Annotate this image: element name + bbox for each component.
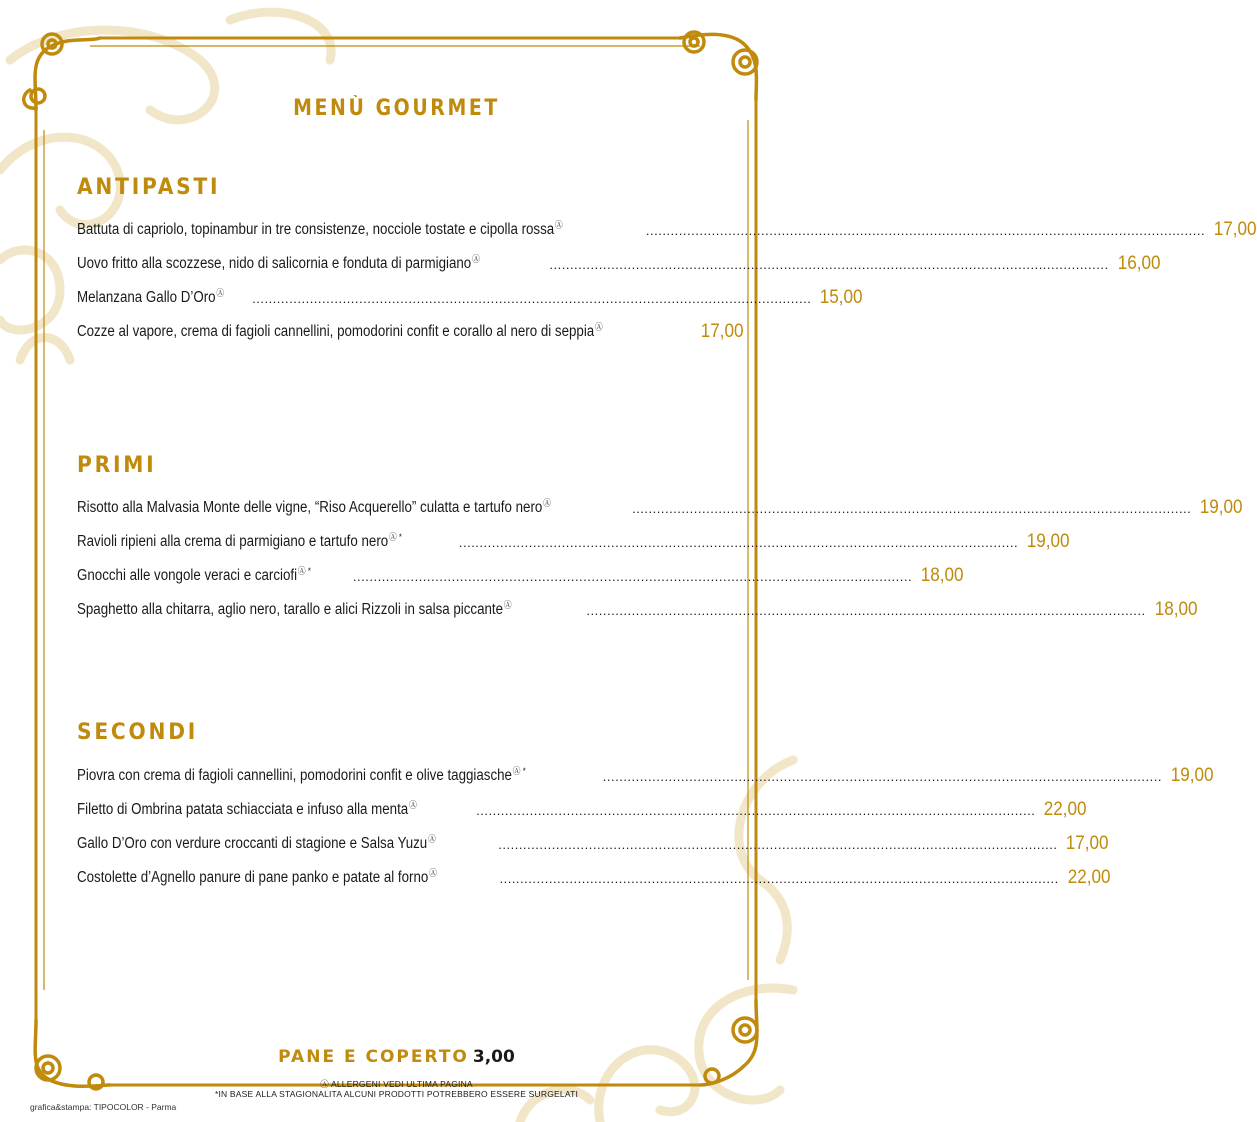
dot-leader: ........................................................................................................................................ [586, 603, 1146, 618]
menu-item [77, 486, 1243, 520]
item-price: 17,00 [1066, 833, 1110, 854]
item-name: Costolette d’Agnello panure di pane panko e patate al fornoⒶ [77, 867, 437, 886]
cover-charge-label: PANE E COPERTO [278, 1047, 469, 1067]
menu-item [77, 754, 1214, 788]
section-title-antipasti: ANTIPASTI [77, 175, 221, 200]
item-name: Ravioli ripieni alla crema di parmigiano e tartufo neroⒶ * [77, 531, 402, 550]
item-name: Gallo D’Oro con verdure croccanti di stagione e Salsa YuzuⒶ [77, 833, 436, 852]
item-price: 18,00 [1154, 599, 1198, 620]
dot-leader: ........................................................................................................................................ [252, 291, 812, 306]
corner-swirl-ornament-bottom-right [700, 1000, 757, 1085]
item-name: Melanzana Gallo D’OroⒶ [77, 287, 225, 306]
item-price: 15,00 [820, 287, 863, 308]
allergen-a-circle-icon: Ⓐ [555, 219, 563, 230]
item-price: 18,00 [920, 565, 964, 586]
menu-item [77, 520, 1070, 554]
allergen-a-circle-icon: Ⓐ [429, 867, 437, 878]
dot-leader: ........................................................................................................................................ [458, 535, 1019, 550]
section-items-primi [77, 486, 1243, 622]
menu-item [77, 208, 1257, 242]
menu-item [77, 310, 744, 344]
section-title-primi: PRIMI [77, 453, 157, 478]
allergen-a-circle-icon: Ⓐ [543, 497, 551, 508]
section-items-secondi [77, 754, 1214, 890]
menu-item [77, 554, 964, 588]
item-price: 22,00 [1067, 867, 1111, 888]
item-price: 22,00 [1044, 799, 1087, 820]
item-name: Filetto di Ombrina patata schiacciata e infuso alla mentaⒶ [77, 799, 417, 818]
allergen-a-circle-icon: Ⓐ [503, 599, 512, 610]
item-name: Gnocchi alle vongole veraci e carciofiⒶ * [77, 565, 311, 584]
item-price: 17,00 [1213, 219, 1257, 240]
print-credit: grafica&stampa: TIPOCOLOR - Parma [30, 1102, 177, 1112]
dot-leader: ........................................................................................................................................ [632, 501, 1192, 516]
dot-leader: ........................................................................................................................................ [549, 257, 1109, 272]
item-price: 17,00 [701, 321, 744, 342]
corner-swirl-ornament-top-right [680, 32, 757, 100]
item-price: 16,00 [1117, 253, 1161, 274]
item-name: Risotto alla Malvasia Monte delle vigne, “Riso Acquerello” culatta e tartufo neroⒶ [77, 497, 551, 516]
item-name: Uovo fritto alla scozzese, nido di salicornia e fonduta di parmigianoⒶ [77, 253, 480, 272]
section-title-secondi: SECONDI [77, 720, 199, 745]
allergen-a-circle-icon: Ⓐ * [389, 531, 402, 542]
dot-leader: ........................................................................................................................................ [645, 223, 1206, 238]
seasonal-note: *IN BASE ALLA STAGIONALITA ALCUNI PRODOTTI POTREBBERO ESSERE SURGELATI [214, 1089, 579, 1099]
menu-item [77, 242, 1161, 276]
menu-item [77, 276, 863, 310]
allergen-a-circle-icon: Ⓐ [595, 321, 603, 332]
cover-charge [0, 1047, 793, 1067]
item-name: Cozze al vapore, crema di fagioli cannellini, pomodorini confit e corallo al nero di seppiaⒶ [77, 321, 603, 340]
menu-item [77, 822, 1110, 856]
menu-item [77, 856, 1111, 890]
item-price: 19,00 [1026, 531, 1070, 552]
dot-leader: ........................................................................................................................................ [498, 837, 1058, 852]
item-name: Spaghetto alla chitarra, aglio nero, tarallo e alici Rizzoli in salsa piccanteⒶ [77, 599, 512, 618]
dot-leader: ........................................................................................................................................ [476, 803, 1036, 818]
allergen-a-circle-icon: Ⓐ [428, 833, 436, 844]
allergen-a-circle-icon: Ⓐ * [512, 765, 526, 776]
allergen-a-circle-icon: Ⓐ * [297, 565, 311, 576]
page-title: MENÙ GOURMET [293, 96, 500, 121]
allergen-a-circle-icon: Ⓐ [409, 799, 417, 810]
dot-leader: ........................................................................................................................................ [352, 569, 913, 584]
allergen-note: Ⓐ ALLERGENI VEDI ULTIMA PAGINA [320, 1079, 473, 1089]
item-name: Battuta di capriolo, topinambur in tre consistenze, nocciole tostate e cipolla rossaⒶ [77, 219, 563, 238]
item-price: 19,00 [1170, 765, 1214, 786]
menu-item [77, 588, 1198, 622]
dot-leader: ........................................................................................................................................ [602, 769, 1162, 784]
item-name: Piovra con crema di fagioli cannellini, pomodorini confit e olive taggiascheⒶ * [77, 765, 526, 784]
cover-charge-price: 3,00 [472, 1047, 515, 1067]
dot-leader: ........................................................................................................................................ [499, 871, 1059, 886]
item-price: 19,00 [1200, 497, 1243, 518]
allergen-a-circle-icon: Ⓐ [472, 253, 480, 264]
allergen-a-circle-icon: Ⓐ [216, 287, 225, 298]
section-items-antipasti [77, 208, 1257, 344]
menu-item [77, 788, 1087, 822]
